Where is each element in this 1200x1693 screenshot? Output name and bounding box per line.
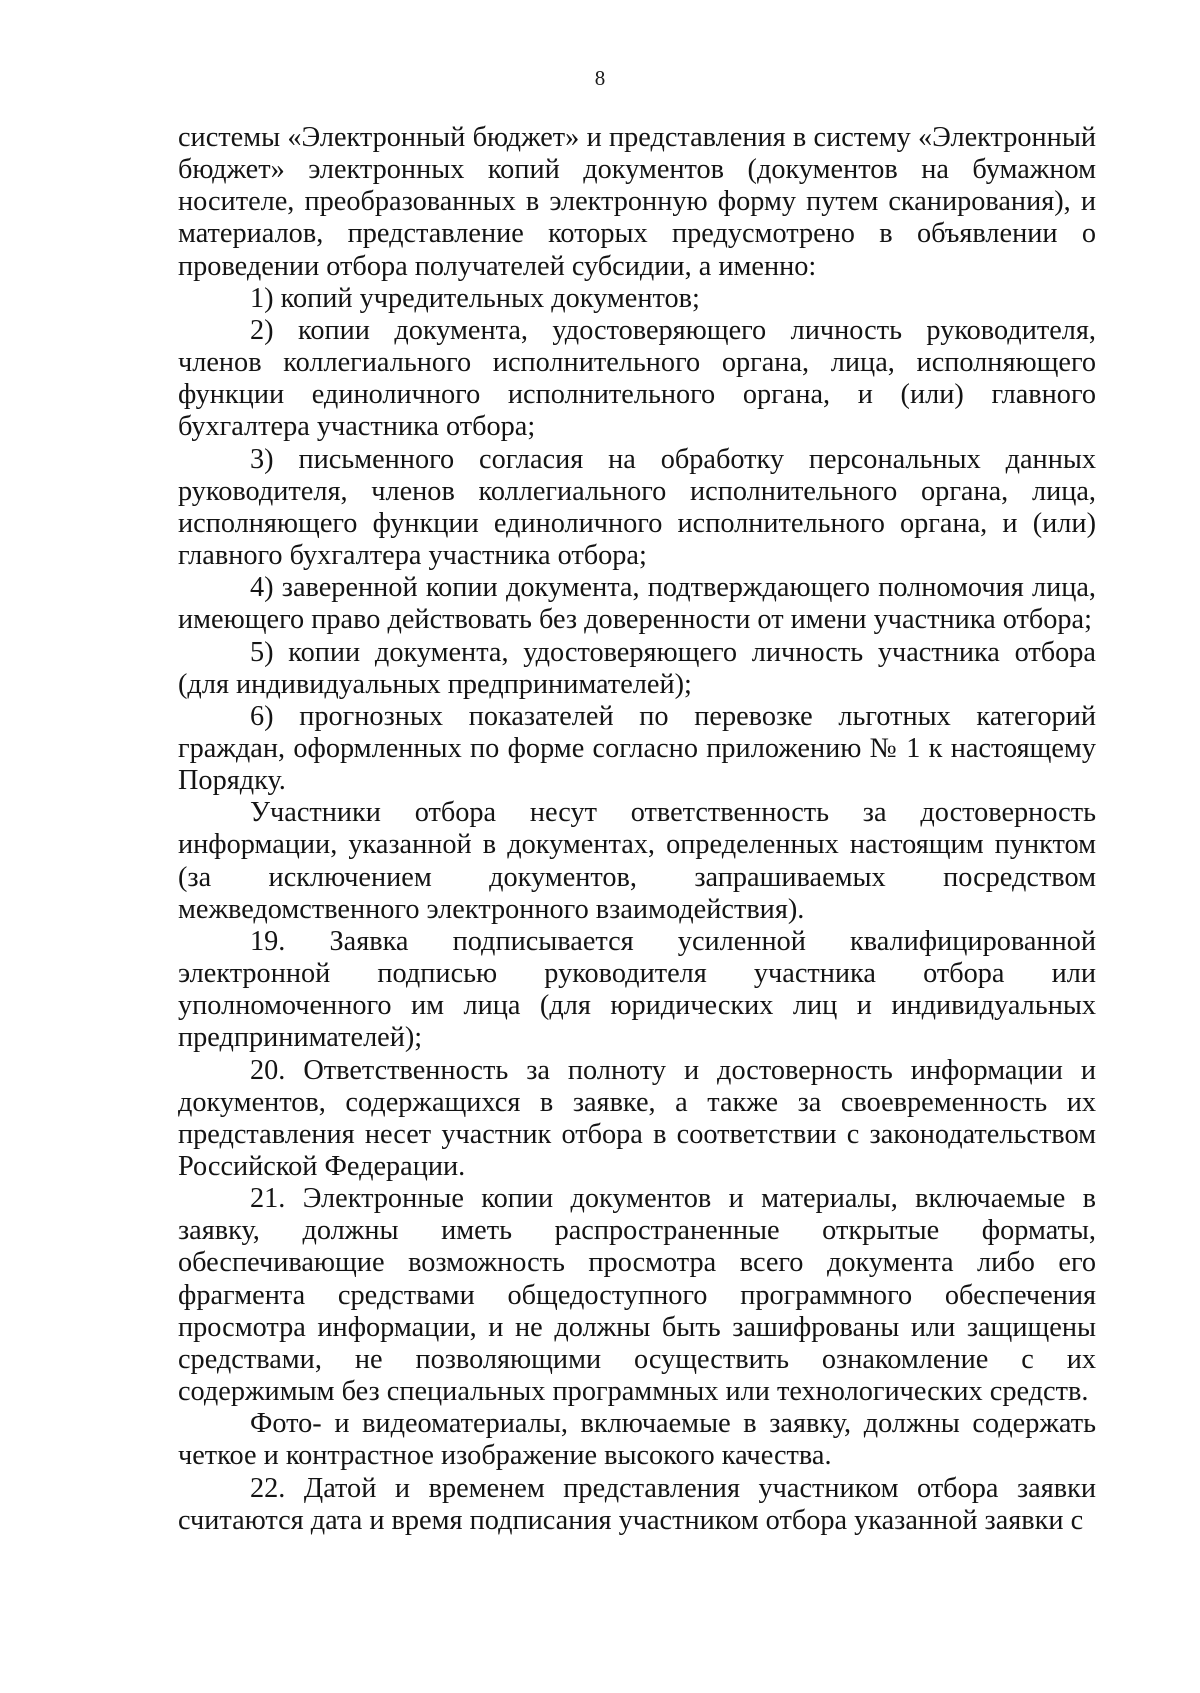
paragraph-responsibility: Участники отбора несут ответственность за достоверность информации, указанной в документах, определенных настоящим пунктом (за исключением документов, запрашиваемых посредством межведомственного электронного взаимодействия). <box>178 797 1096 925</box>
list-item-6: 6) прогнозных показателей по перевозке льготных категорий граждан, оформленных по форме согласно приложению № 1 к настоящему Порядку. <box>178 700 1096 797</box>
list-item-4: 4) заверенной копии документа, подтверждающего полномочия лица, имеющего право действовать без доверенности от имени участника отбора; <box>178 572 1096 636</box>
paragraph-electronic-budget-intro: системы «Электронный бюджет» и представления в систему «Электронный бюджет» электронных копий документов (документов на бумажном носителе, преобразованных в электронную форму путем сканирования), и материалов, представление которых предусмотрено в объявлении о проведении отбора получателей субсидии, а именно: <box>178 122 1096 282</box>
clause-19: 19. Заявка подписывается усиленной квалифицированной электронной подписью руководителя участника отбора или уполномоченного им лица (для юридических лиц и индивидуальных предпринимателей); <box>178 925 1096 1054</box>
list-item-2: 2) копии документа, удостоверяющего личность руководителя, членов коллегиального исполнительного органа, лица, исполняющего функции единоличного исполнительного органа, и (или) главного бухгалтера участника отбора; <box>178 314 1096 443</box>
list-item-3: 3) письменного согласия на обработку персональных данных руководителя, членов коллегиального исполнительного органа, лица, исполняющего функции единоличного исполнительного органа, и (или) главного бухгалтера участника отбора; <box>178 443 1096 572</box>
clause-20: 20. Ответственность за полноту и достоверность информации и документов, содержащихся в заявке, а также за своевременность их представления несет участник отбора в соответствии с законодательством Российской Федерации. <box>178 1054 1096 1182</box>
list-item-5: 5) копии документа, удостоверяющего личность участника отбора (для индивидуальных предпринимателей); <box>178 636 1096 700</box>
clause-21: 21. Электронные копии документов и материалы, включаемые в заявку, должны иметь распространенные открытые форматы, обеспечивающие возможность просмотра всего документа либо его фрагмента средствами общедоступного программного обеспечения просмотра информации, и не должны быть зашифрованы или защищены средствами, не позволяющими осуществить ознакомление с их содержимым без специальных программных или технологических средств. <box>178 1183 1096 1408</box>
page-number: 8 <box>594 66 606 90</box>
paragraph-photo-video: Фото- и видеоматериалы, включаемые в заявку, должны содержать четкое и контрастное изображение высокого качества. <box>178 1408 1096 1472</box>
document-body <box>178 122 1096 1537</box>
list-item-1: 1) копий учредительных документов; <box>250 282 700 314</box>
clause-22: 22. Датой и временем представления участником отбора заявки считаются дата и время подписания участником отбора указанной заявки с <box>178 1472 1096 1536</box>
